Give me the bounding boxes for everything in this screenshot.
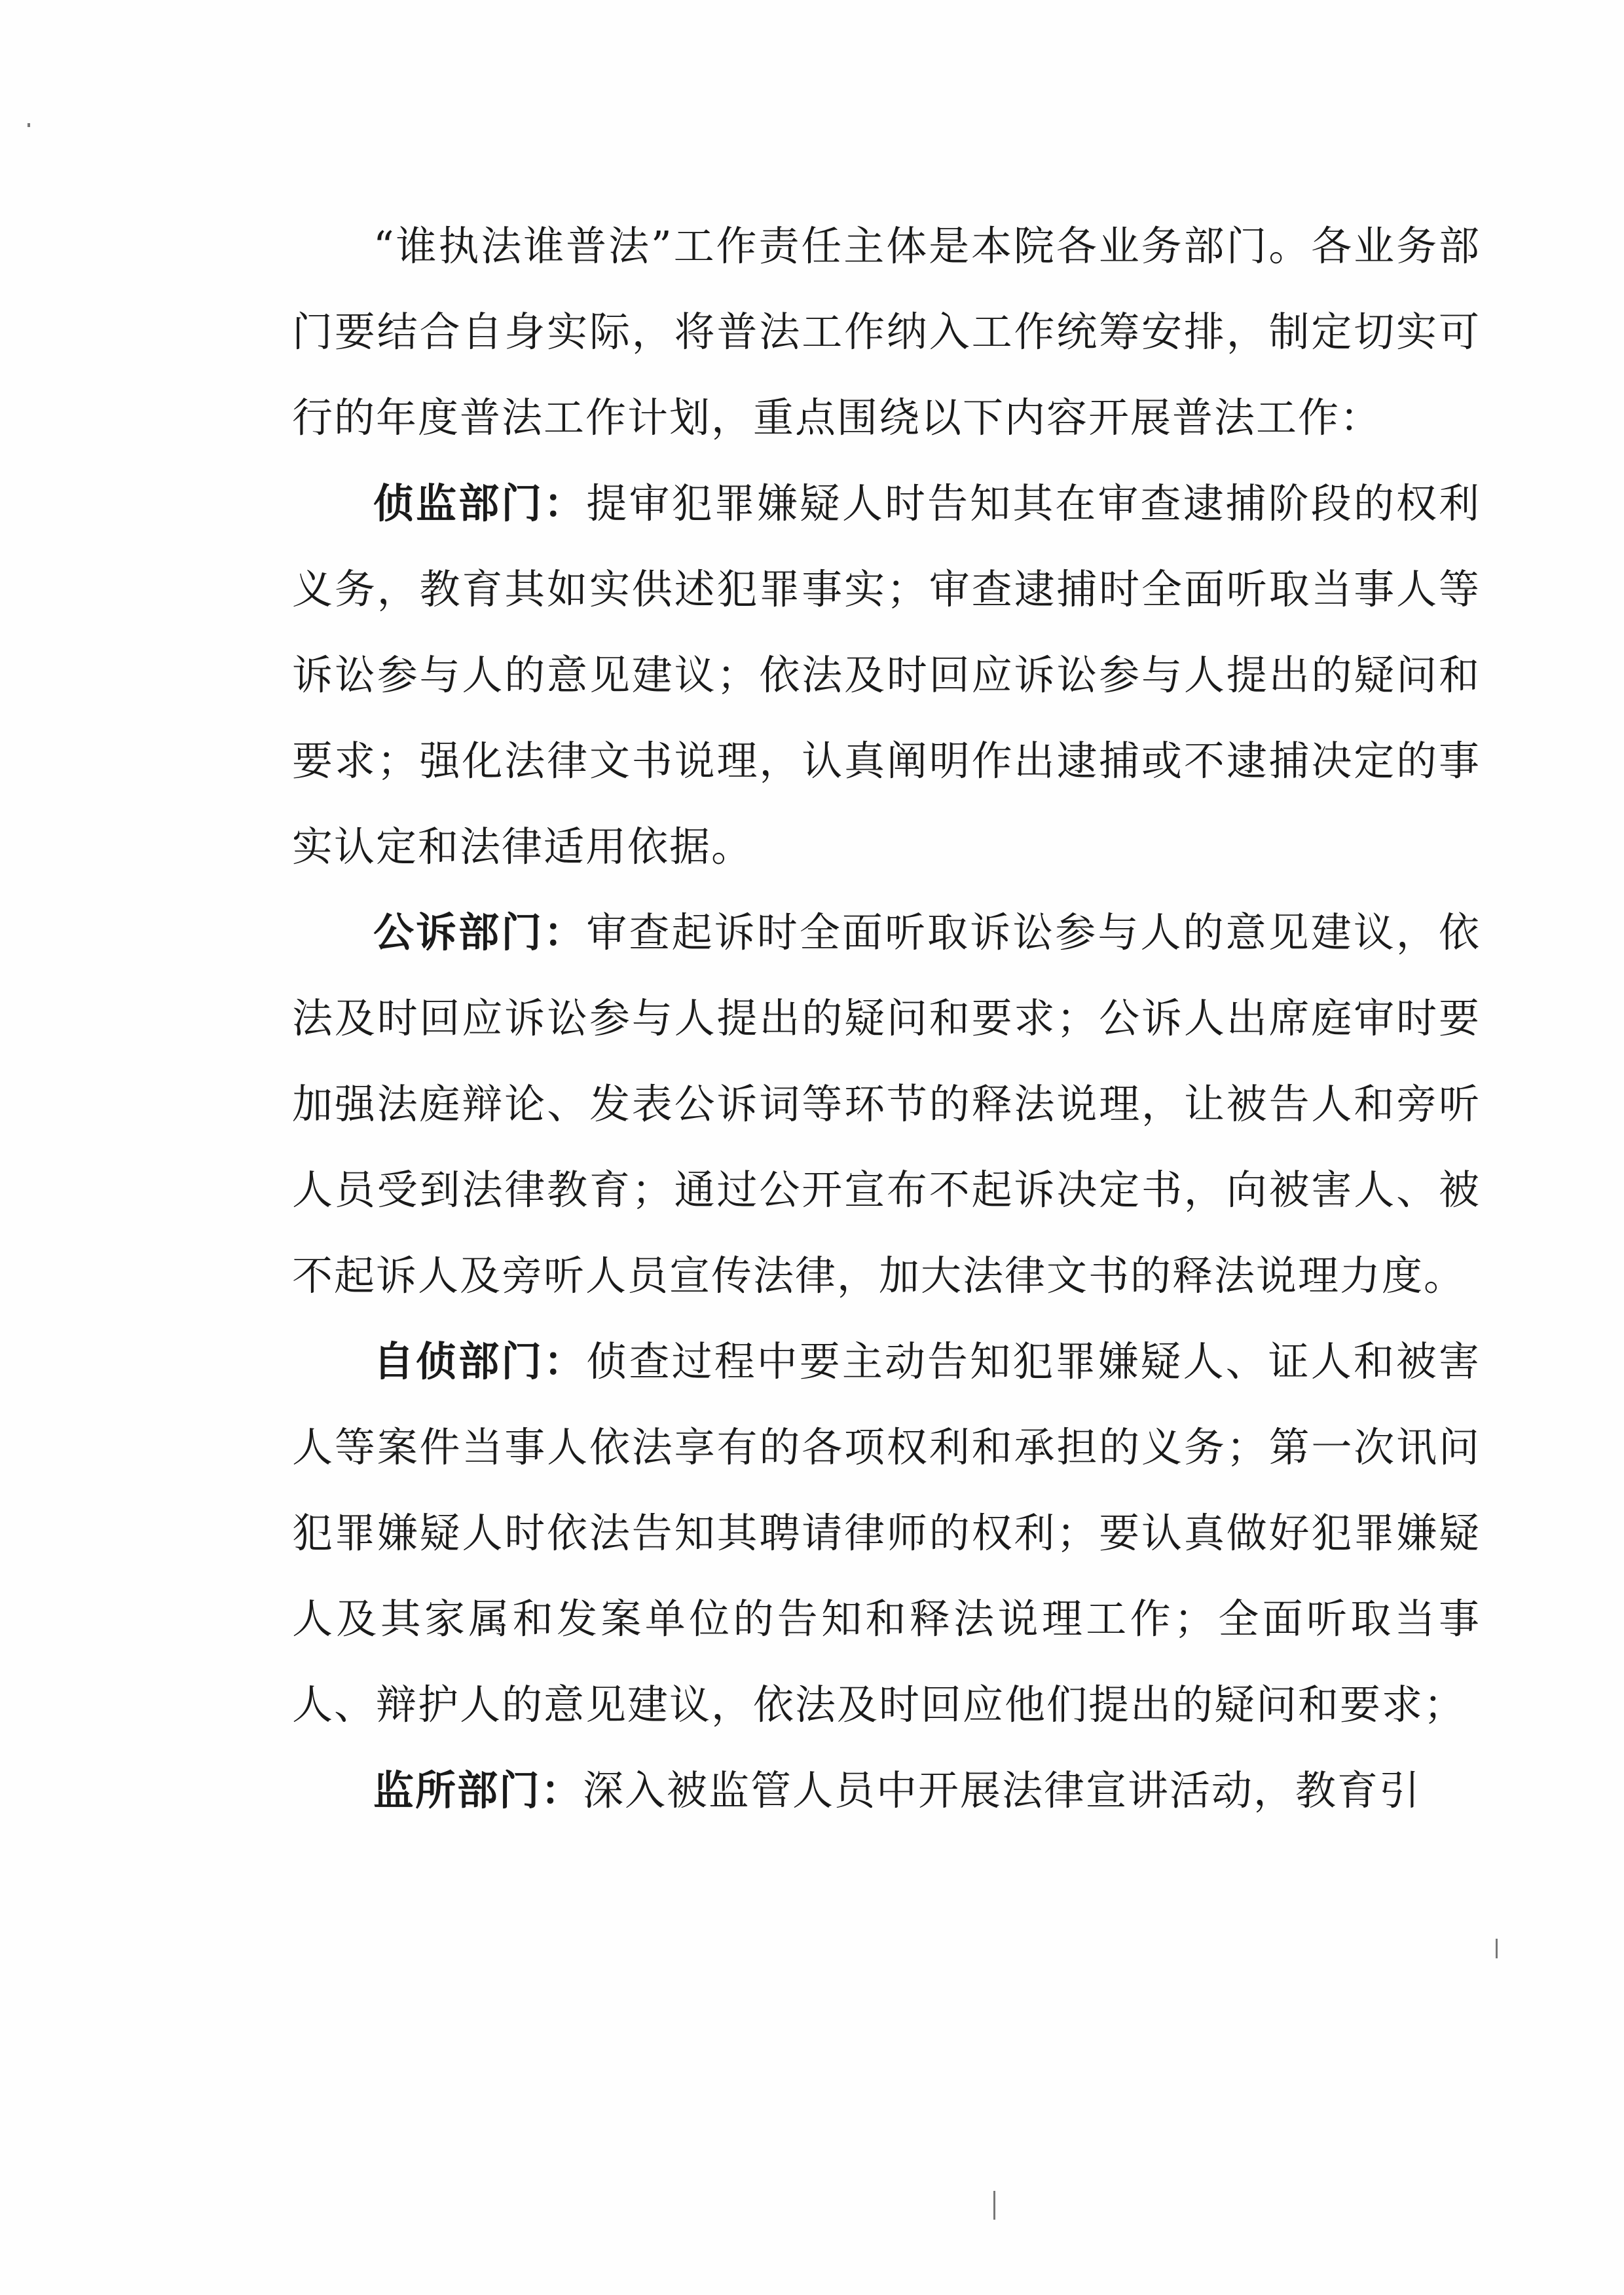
- section-heading: 自侦部门：: [373, 1337, 587, 1385]
- section-paragraph-self-investigation: [292, 1318, 1481, 1747]
- section-body: 提审犯罪嫌疑人时告知其在审查逮捕阶段的权利义务，教育其如实供述犯罪事实；审查逮捕时全面听取当事人等诉讼参与人的意见建议；依法及时回应诉讼参与人提出的疑问和要求；强化法律文书说理，认真阐明作出逮捕或不逮捕决定的事实认定和法律适用依据。: [292, 479, 1481, 870]
- section-heading: 公诉部门：: [373, 908, 587, 956]
- scan-mark: [28, 123, 30, 127]
- section-heading: 侦监部门：: [373, 479, 587, 527]
- section-paragraph-public-prosecution: [292, 889, 1481, 1318]
- section-body: 深入被监管人员中开展法律宣讲活动，教育引: [583, 1766, 1422, 1814]
- section-body: 侦查过程中要主动告知犯罪嫌疑人、证人和被害人等案件当事人依法享有的各项权利和承担的义务；第一次讯问犯罪嫌疑人时依法告知其聘请律师的权利；要认真做好犯罪嫌疑人及其家属和发案单位的告知和释法说理工作；全面听取当事人、辩护人的意见建议，依法及时回应他们提出的疑问和要求；: [292, 1337, 1481, 1728]
- intro-text: “谁执法谁普法”工作责任主体是本院各业务部门。各业务部门要结合自身实际，将普法工作纳入工作统筹安排，制定切实可行的年度普法工作计划，重点围绕以下内容开展普法工作：: [292, 222, 1481, 441]
- section-body: 审查起诉时全面听取诉讼参与人的意见建议，依法及时回应诉讼参与人提出的疑问和要求；公诉人出席庭审时要加强法庭辩论、发表公诉词等环节的释法说理，让被告人和旁听人员受到法律教育；通过公开宣布不起诉决定书，向被害人、被不起诉人及旁听人员宣传法律，加大法律文书的释法说理力度。: [292, 908, 1481, 1299]
- scan-mark: [993, 2191, 995, 2220]
- intro-paragraph: [292, 203, 1481, 460]
- section-paragraph-investigation-supervision: [292, 460, 1481, 889]
- section-paragraph-detention-supervision: [292, 1747, 1481, 1833]
- scan-mark: [1496, 1939, 1498, 1958]
- section-heading: 监所部门：: [373, 1766, 583, 1814]
- document-body: [292, 203, 1481, 1833]
